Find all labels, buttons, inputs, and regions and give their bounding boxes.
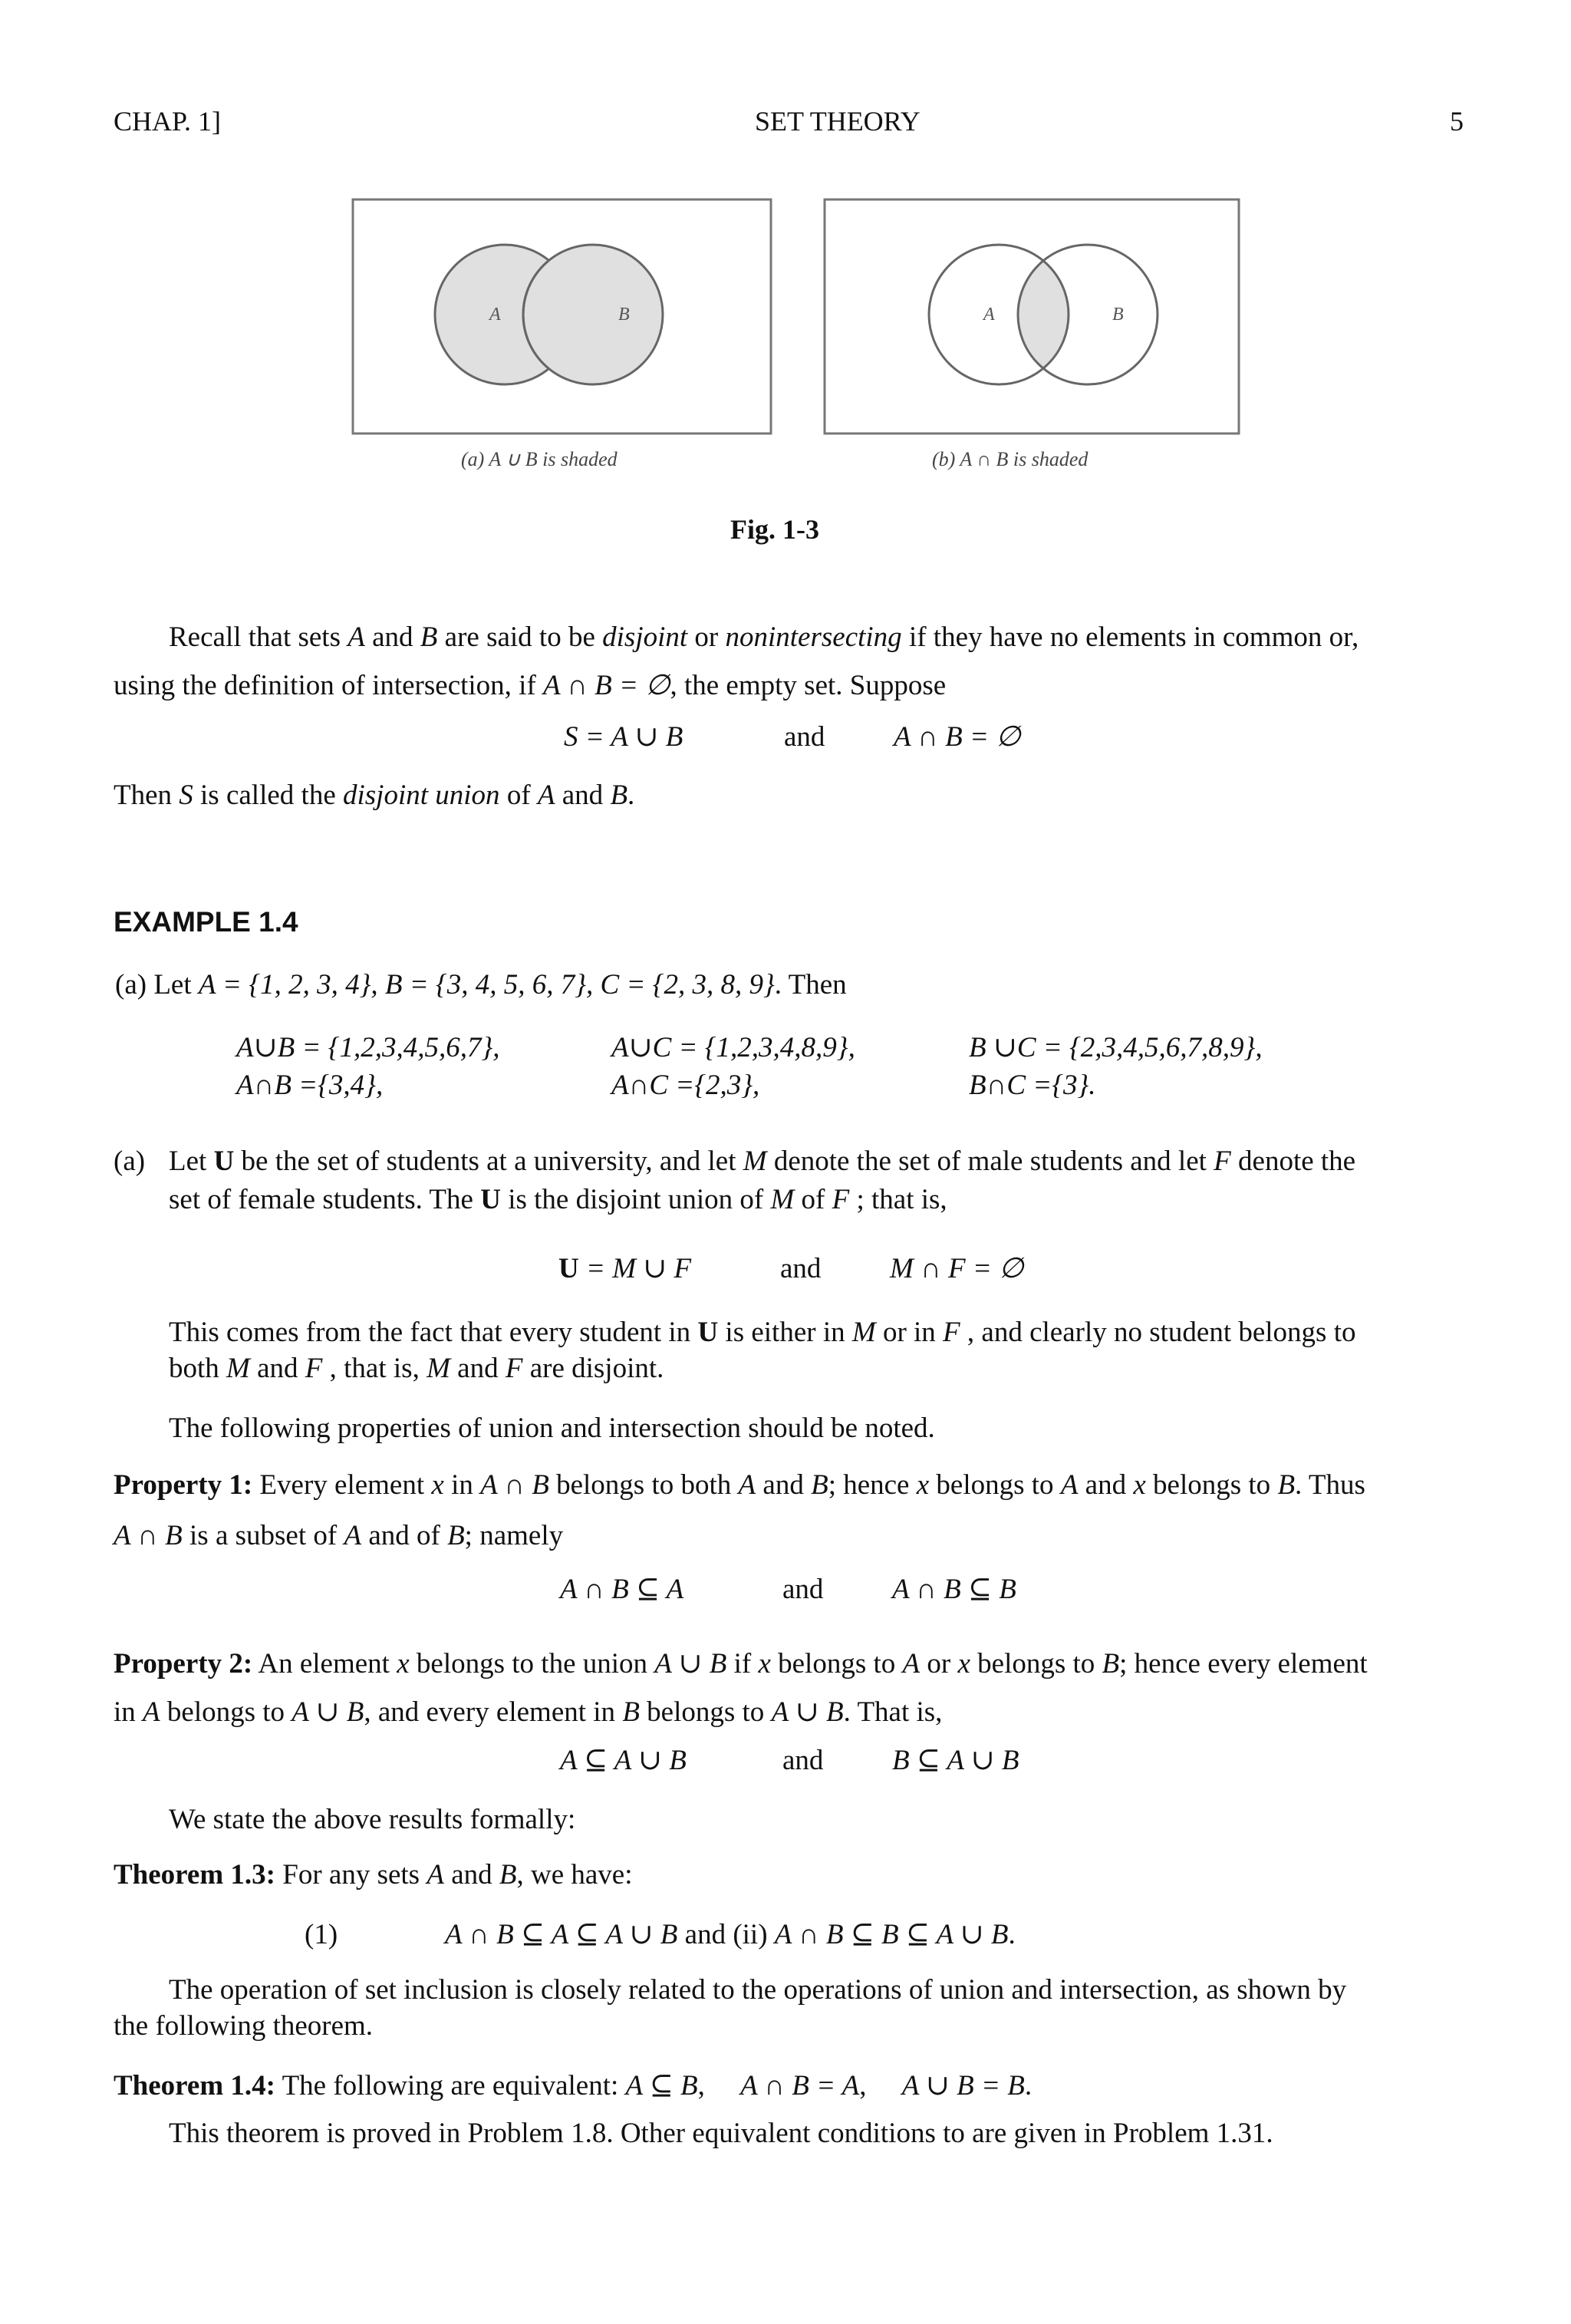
header-page-number: 5	[1450, 106, 1464, 137]
inclusion-paragraph-line-1: The operation of set inclusion is closely related to the operations of union and intersection, as shown by	[169, 1974, 1347, 2006]
example-a-line: (a) Let A = {1, 2, 3, 4}, B = {3, 4, 5, 6, 7}, C = {2, 3, 8, 9}. Then	[115, 969, 847, 1000]
property-2-eq-right: B ⊆ A ∪ B	[892, 1745, 1019, 1776]
header-left: CHAP. 1]	[114, 106, 222, 137]
disjoint-union-definition: Then S is called the disjoint union of A and B.	[114, 780, 635, 811]
theorem-1-3: Theorem 1.3: For any sets A and B, we have:	[114, 1859, 633, 1891]
property-1-eq-and: and	[782, 1574, 824, 1605]
formal-statement: We state the above results formally:	[169, 1804, 576, 1835]
disjoint-paragraph-line-2: using the definition of intersection, if A ∩ B = ∅, the empty set. Suppose	[114, 670, 947, 701]
property-1-eq-left: A ∩ B ⊆ A	[560, 1574, 684, 1605]
disjoint-eq-and: and	[784, 721, 825, 753]
venn-a-caption: (a) A ∪ B is shaded	[461, 448, 618, 470]
example-a-r2c3: B∩C ={3}.	[969, 1070, 1096, 1101]
example-b-explanation-2: both M and F , that is, M and F are disjoint.	[169, 1353, 664, 1384]
theorem-1-3-number: (1)	[305, 1919, 338, 1950]
theorem-1-4: Theorem 1.4: The following are equivalent: A ⊆ B, A ∩ B = A, A ∪ B = B.	[114, 2070, 1033, 2101]
example-b-line-2: set of female students. The U is the disjoint union of M of F ; that is,	[169, 1184, 947, 1215]
venn-b-label-b: B	[1112, 305, 1124, 325]
example-heading: EXAMPLE 1.4	[114, 906, 298, 938]
property-2-eq-and: and	[782, 1745, 824, 1776]
example-a-r2c2: A∩C ={2,3},	[611, 1070, 760, 1101]
property-2-line-2: in A belongs to A ∪ B, and every element in B belongs to A ∪ B. That is,	[114, 1696, 943, 1728]
example-b-eq-and: and	[780, 1253, 822, 1284]
example-a-r1c1: A∪B = {1,2,3,4,5,6,7},	[236, 1032, 500, 1063]
disjoint-eq-left: S = A ∪ B	[564, 721, 683, 753]
venn-b-label-a: A	[983, 305, 995, 325]
inclusion-paragraph-line-2: the following theorem.	[114, 2010, 374, 2042]
example-b-label: (a)	[114, 1146, 146, 1177]
example-b-line-1: Let U be the set of students at a university, and let M denote the set of male students and let F denote the	[169, 1146, 1356, 1177]
example-b-eq-left: U = M ∪ F	[558, 1253, 692, 1284]
example-a-r1c3: B ∪C = {2,3,4,5,6,7,8,9},	[969, 1032, 1263, 1063]
figure-label: Fig. 1-3	[730, 514, 819, 545]
properties-intro: The following properties of union and intersection should be noted.	[169, 1413, 935, 1444]
example-b-explanation-1: This comes from the fact that every student in U is either in M or in F , and clearly no student belongs to	[169, 1317, 1356, 1348]
header-center: SET THEORY	[755, 106, 921, 137]
venn-b-caption: (b) A ∩ B is shaded	[932, 448, 1089, 470]
property-2-line-1: Property 2: An element x belongs to the union A ∪ B if x belongs to A or x belongs to B; hence every element	[114, 1648, 1368, 1680]
disjoint-paragraph-line-1: Recall that sets A and B are said to be disjoint or nonintersecting if they have no elements in common or,	[169, 621, 1359, 653]
venn-figure	[338, 188, 1258, 487]
example-a-r2c1: A∩B ={3,4},	[236, 1070, 384, 1101]
property-1-eq-right: A ∩ B ⊆ B	[892, 1574, 1016, 1605]
closing-paragraph: This theorem is proved in Problem 1.8. Other equivalent conditions to are given in Problem 1.31.	[169, 2118, 1273, 2149]
property-1-line-2: A ∩ B is a subset of A and of B; namely	[114, 1520, 564, 1551]
property-1-line-1: Property 1: Every element x in A ∩ B belongs to both A and B; hence x belongs to A and x belongs to B. Thus	[114, 1469, 1365, 1501]
venn-a-label-b: B	[618, 305, 630, 325]
venn-a-label-a: A	[489, 305, 501, 325]
example-b-eq-right: M ∩ F = ∅	[890, 1253, 1024, 1284]
disjoint-eq-right: A ∩ B = ∅	[894, 721, 1021, 753]
theorem-1-3-statement: A ∩ B ⊆ A ⊆ A ∪ B and (ii) A ∩ B ⊆ B ⊆ A ∪ B.	[445, 1919, 1016, 1950]
property-2-eq-left: A ⊆ A ∪ B	[560, 1745, 687, 1776]
example-a-r1c2: A∪C = {1,2,3,4,8,9},	[611, 1032, 855, 1063]
